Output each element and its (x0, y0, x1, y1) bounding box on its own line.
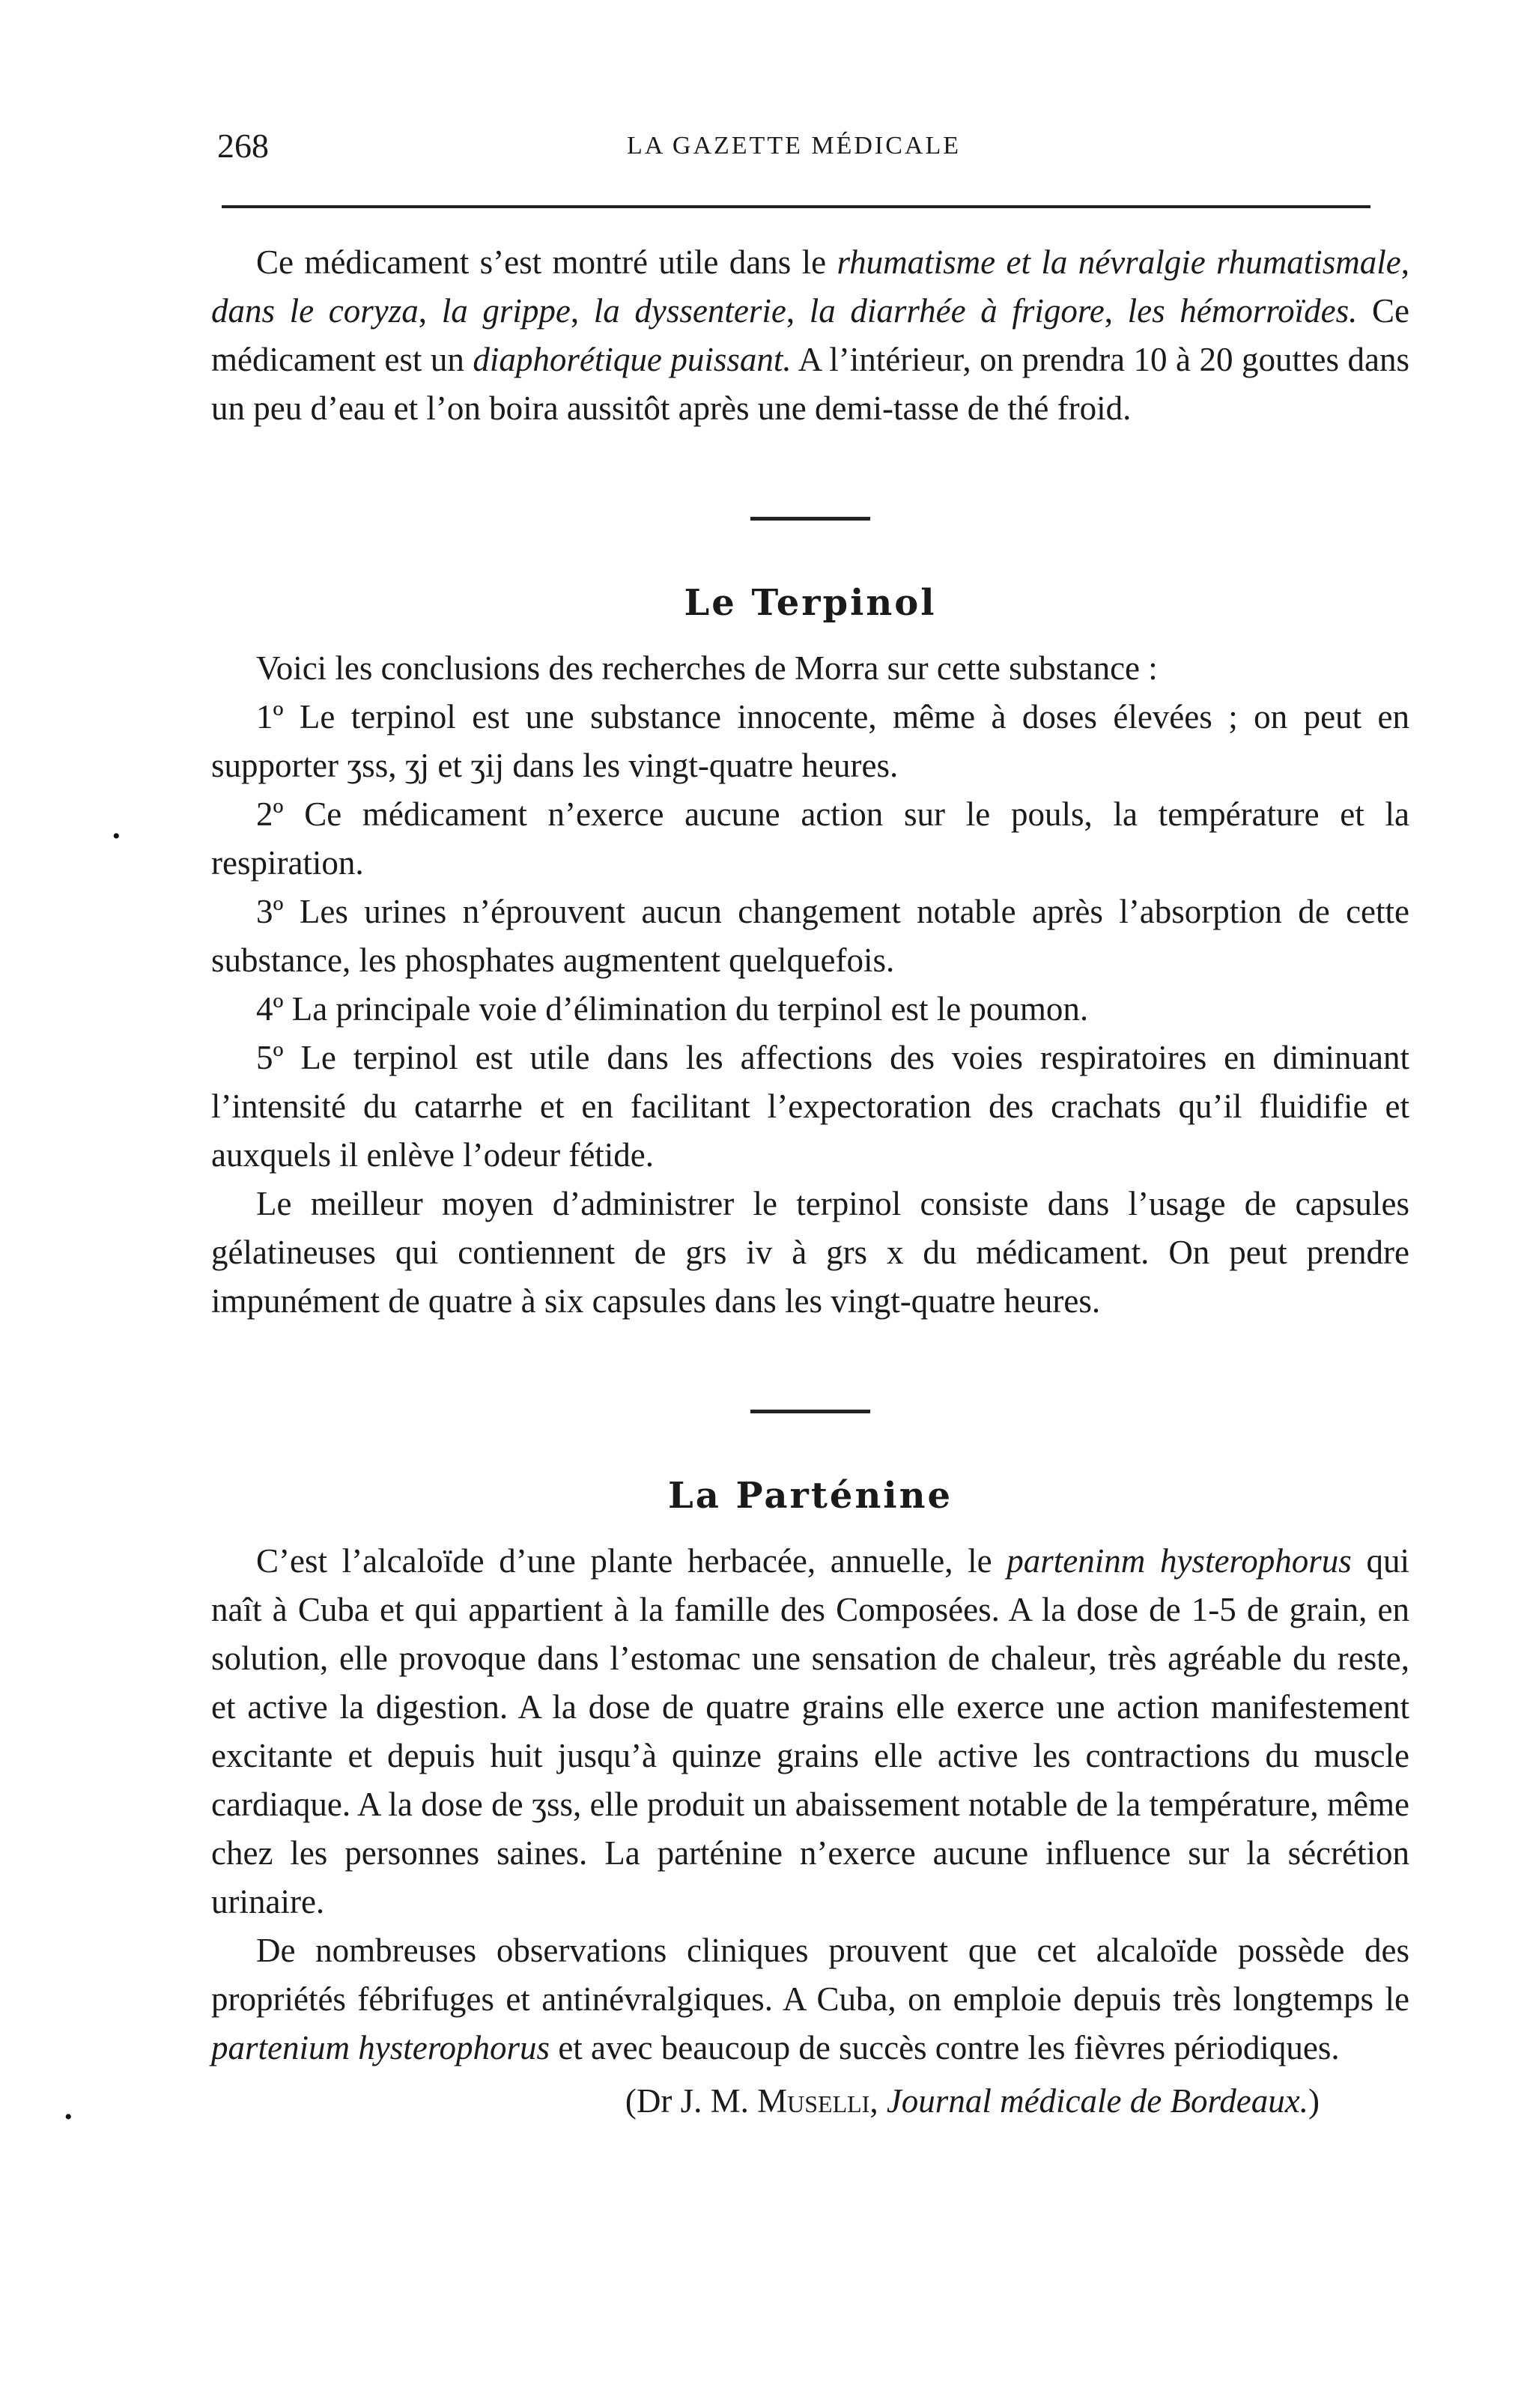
attribution: (Dr J. M. Muselli, Journal médicale de Bordeaux.) (625, 2082, 1320, 2120)
paragraph: 4º La principale voie d’élimination du terpinol est le poumon. (256, 990, 1089, 1028)
page-number: 268 (217, 127, 269, 165)
paragraph: Le meilleur moyen d’administrer le terpinol consiste dans l’usage de capsules gélatineuses qui contiennent de grs iv à grs x du médicament. On peut prendre impunément de quatre à six capsules dans les vingt-quatre heures. (211, 1185, 1409, 1320)
margin-mark: • (64, 2105, 73, 2129)
article-body (211, 238, 1409, 2126)
section-title-partenine: La Parténine (667, 1475, 953, 1517)
intro-paragraph: Ce médicament s’est montré utile dans le rhumatisme et la névralgie rhumatismale, dans le coryza, la grippe, la dyssenterie, la diarrhée à frigore, les hémorroïdes. Ce médicament est un diaphorétique puissant. A l’intérieur, on prendra 10 à 20 gouttes dans un peu d’eau et l’on boira aussitôt après une demi-tasse de thé froid. (211, 243, 1410, 427)
section-divider (750, 1410, 870, 1413)
paragraph: 5º Le terpinol est utile dans les affections des voies respiratoires en diminuant l’intensité du catarrhe et en facilitant l’expectoration des crachats qu’il fluidifie et auxquels il enlève l’odeur fétide. (211, 1039, 1409, 1174)
running-title: LA GAZETTE MÉDICALE (626, 132, 962, 160)
margin-mark: • (112, 824, 121, 849)
header-rule (222, 205, 1370, 208)
paragraph: C’est l’alcaloïde d’une plante herbacée, annuelle, le parteninm hysterophorus qui naît à Cuba et qui appartient à la famille des Composées. A la dose de 1-5 de grain, en solution, elle provoque dans l’estomac une sensation de chaleur, très agréable du reste, et active la digestion. A la dose de quatre grains elle exerce une action manifestement excitante et depuis huit jusqu’à quinze grains elle active les contractions du muscle cardiaque. A la dose de ʒss, elle produit un abaissement notable de la température, même chez les personnes saines. La parténine n’exerce aucune influence sur la sécrétion urinaire. (211, 1542, 1409, 1920)
paragraph: 3º Les urines n’éprouvent aucun changement notable après l’absorption de cette substance, les phosphates augmentent quelquefois. (211, 893, 1409, 979)
section-title-terpinol: Le Terpinol (684, 582, 937, 624)
paragraph: 1º Le terpinol est une substance innocente, même à doses élevées ; on peut en supporter ʒss, ʒj et ʒij dans les vingt-quatre heures. (211, 698, 1409, 784)
paragraph: De nombreuses observations cliniques prouvent que cet alcaloïde possède des propriétés fébrifuges et antinévralgiques. A Cuba, on emploie depuis très longtemps le partenium hysterophorus et avec beaucoup de succès contre les fièvres périodiques. (211, 1932, 1409, 2066)
paragraph: 2º Ce médicament n’exerce aucune action sur le pouls, la température et la respiration. (211, 795, 1409, 882)
section-divider (750, 517, 870, 521)
paragraph: Voici les conclusions des recherches de Morra sur cette substance : (256, 649, 1158, 687)
page-header (217, 126, 1370, 171)
